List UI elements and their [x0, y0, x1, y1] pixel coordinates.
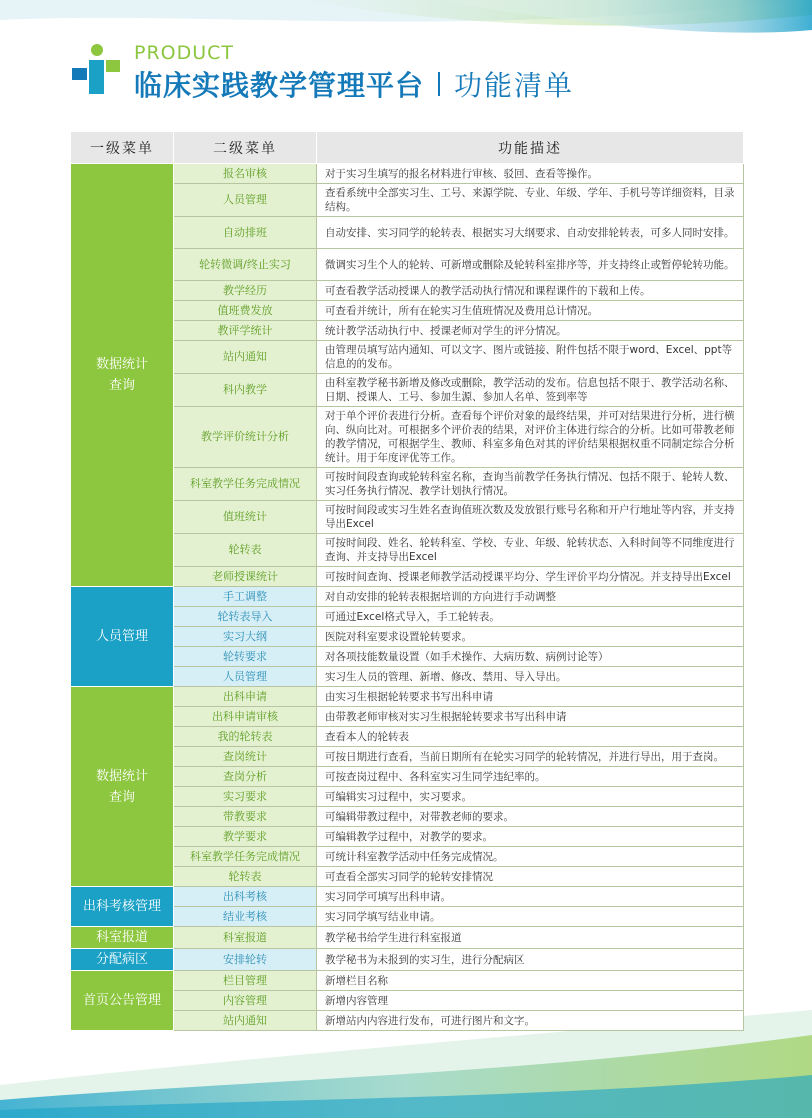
level2-menu-cell: 教学评价统计分析 — [174, 407, 317, 468]
function-desc-cell: 查看本人的轮转表 — [317, 727, 744, 747]
level2-menu-cell: 轮转表导入 — [174, 607, 317, 627]
level2-menu-cell: 人员管理 — [174, 667, 317, 687]
page-title: 临床实践教学管理平台 — [134, 69, 425, 102]
table-row — [71, 164, 744, 184]
function-desc-cell: 由实习生根据轮转要求书写出科申请 — [317, 687, 744, 707]
level2-menu-cell: 手工调整 — [174, 587, 317, 607]
level1-menu-cell: 首页公告管理 — [71, 971, 174, 1031]
function-desc-cell: 可查看教学活动授课人的教学活动执行情况和课程课件的下载和上传。 — [317, 281, 744, 301]
level2-menu-cell: 我的轮转表 — [174, 727, 317, 747]
table-row — [71, 887, 744, 907]
function-desc-cell: 可统计科室教学活动中任务完成情况。 — [317, 847, 744, 867]
level2-menu-cell: 科内教学 — [174, 374, 317, 407]
title-divider — [438, 72, 440, 96]
level2-menu-cell: 内容管理 — [174, 991, 317, 1011]
level2-menu-cell: 轮转要求 — [174, 647, 317, 667]
level2-menu-cell: 实习要求 — [174, 787, 317, 807]
level2-menu-cell: 带教要求 — [174, 807, 317, 827]
function-desc-cell: 实习生人员的管理、新增、修改、禁用、导入导出。 — [317, 667, 744, 687]
function-desc-cell: 可按时间段、姓名、轮转科室、学校、专业、年级、轮转状态、入科时间等不同维度进行查询、并支持导出Excel — [317, 534, 744, 567]
function-desc-cell: 教学秘书给学生进行科室报道 — [317, 927, 744, 949]
header-function-desc: 功能描述 — [317, 132, 744, 164]
function-desc-cell: 可按查岗过程中、各科室实习生同学违纪率的。 — [317, 767, 744, 787]
level2-menu-cell: 站内通知 — [174, 1011, 317, 1031]
function-desc-cell: 新增栏目名称 — [317, 971, 744, 991]
level2-menu-cell: 科室教学任务完成情况 — [174, 847, 317, 867]
table-body — [71, 164, 744, 1031]
level2-menu-cell: 报名审核 — [174, 164, 317, 184]
table-header-row — [71, 132, 744, 164]
page-header — [0, 0, 812, 125]
level2-menu-cell: 结业考核 — [174, 907, 317, 927]
function-desc-cell: 可通过Excel格式导入，手工轮转表。 — [317, 607, 744, 627]
title-row — [134, 64, 574, 104]
function-desc-cell: 可查看全部实习同学的轮转安排情况 — [317, 867, 744, 887]
function-desc-cell: 新增内容管理 — [317, 991, 744, 1011]
function-desc-cell: 可按日期进行查看，当前日期所有在轮实习同学的轮转情况，并进行导出，用于查岗。 — [317, 747, 744, 767]
function-desc-cell: 微调实习生个人的轮转、可新增或删除及轮转科室排序等，并支持终止或暂停轮转功能。 — [317, 249, 744, 281]
level2-menu-cell: 教学经历 — [174, 281, 317, 301]
level2-menu-cell: 科室报道 — [174, 927, 317, 949]
function-desc-cell: 可编辑带教过程中，对带教老师的要求。 — [317, 807, 744, 827]
level1-menu-cell: 科室报道 — [71, 927, 174, 949]
level2-menu-cell: 轮转微调/终止实习 — [174, 249, 317, 281]
level2-menu-cell: 查岗统计 — [174, 747, 317, 767]
function-desc-cell: 可编辑教学过程中，对教学的要求。 — [317, 827, 744, 847]
level2-menu-cell: 实习大纲 — [174, 627, 317, 647]
function-desc-cell: 查看系统中全部实习生、工号、来源学院、专业、年级、学年、手机号等详细资料，目录结构。 — [317, 184, 744, 217]
level2-menu-cell: 站内通知 — [174, 341, 317, 374]
function-desc-cell: 对自动安排的轮转表根据培训的方向进行手动调整 — [317, 587, 744, 607]
level2-menu-cell: 老师授课统计 — [174, 567, 317, 587]
level1-menu-cell: 人员管理 — [71, 587, 174, 687]
level2-menu-cell: 自动排班 — [174, 217, 317, 249]
function-desc-cell: 对于单个评价表进行分析。查看每个评价对象的最终结果，并可对结果进行分析，进行横向、纵向比对。可根据多个评价表的结果，对评价主体进行综合的分析。比如可带教老师的教学情况，可根据学生、教师、科室多角色对其的评价结果根据权重不同制定综合分析统计。用于年度评优等工作。 — [317, 407, 744, 468]
function-desc-cell: 由带教老师审核对实习生根据轮转要求书写出科申请 — [317, 707, 744, 727]
page-subtitle: 功能清单 — [454, 69, 575, 102]
function-desc-cell: 自动安排、实习同学的轮转表、根据实习大纲要求、自动安排轮转表，可多人同时安排。 — [317, 217, 744, 249]
function-desc-cell: 可查看并统计，所有在轮实习生值班情况及费用总计情况。 — [317, 301, 744, 321]
medical-cross-logo-icon — [72, 44, 120, 96]
level2-menu-cell: 安排轮转 — [174, 949, 317, 971]
function-desc-cell: 由科室教学秘书新增及修改或删除，教学活动的发布。信息包括不限于、教学活动名称、日期、授课人、工号、参加生源、参加人名单、签到率等 — [317, 374, 744, 407]
header-level2-menu: 二级菜单 — [174, 132, 317, 164]
function-list-table — [70, 131, 744, 1031]
function-desc-cell: 实习同学可填写出科申请。 — [317, 887, 744, 907]
function-desc-cell: 可按时间段或实习生姓名查询值班次数及发放银行账号名称和开户行地址等内容，并支持导出Excel — [317, 501, 744, 534]
level2-menu-cell: 出科申请审核 — [174, 707, 317, 727]
level2-menu-cell: 教学要求 — [174, 827, 317, 847]
level2-menu-cell: 轮转表 — [174, 534, 317, 567]
table-row — [71, 927, 744, 949]
table-row — [71, 687, 744, 707]
function-desc-cell: 对于实习生填写的报名材料进行审核、驳回、查看等操作。 — [317, 164, 744, 184]
function-desc-cell: 对各项技能数量设置（如手术操作、大病历数、病例讨论等） — [317, 647, 744, 667]
level2-menu-cell: 出科考核 — [174, 887, 317, 907]
function-desc-cell: 实习同学填写结业申请。 — [317, 907, 744, 927]
function-desc-cell: 医院对科室要求设置轮转要求。 — [317, 627, 744, 647]
level2-menu-cell: 人员管理 — [174, 184, 317, 217]
level2-menu-cell: 栏目管理 — [174, 971, 317, 991]
header-level1-menu: 一级菜单 — [71, 132, 174, 164]
function-desc-cell: 新增站内内容进行发布，可进行图片和文字。 — [317, 1011, 744, 1031]
level2-menu-cell: 值班统计 — [174, 501, 317, 534]
level2-menu-cell: 科室教学任务完成情况 — [174, 468, 317, 501]
function-desc-cell: 统计教学活动执行中、授课老师对学生的评分情况。 — [317, 321, 744, 341]
level2-menu-cell: 值班费发放 — [174, 301, 317, 321]
level2-menu-cell: 轮转表 — [174, 867, 317, 887]
function-desc-cell: 可按时间段查询或轮转科室名称，查询当前教学任务执行情况、包括不限于、轮转人数、实习任务执行情况、教学计划执行情况。 — [317, 468, 744, 501]
level1-menu-cell: 数据统计 查询 — [71, 687, 174, 887]
level1-menu-cell: 数据统计 查询 — [71, 164, 174, 587]
table-row — [71, 949, 744, 971]
table-row — [71, 971, 744, 991]
table-row — [71, 587, 744, 607]
product-label: PRODUCT — [134, 42, 235, 64]
function-desc-cell: 可按时间查询、授课老师教学活动授课平均分、学生评价平均分情况。并支持导出Excel — [317, 567, 744, 587]
level2-menu-cell: 查岗分析 — [174, 767, 317, 787]
level2-menu-cell: 教评学统计 — [174, 321, 317, 341]
level1-menu-cell: 分配病区 — [71, 949, 174, 971]
level1-menu-cell: 出科考核管理 — [71, 887, 174, 927]
function-desc-cell: 教学秘书为未报到的实习生，进行分配病区 — [317, 949, 744, 971]
function-desc-cell: 可编辑实习过程中，实习要求。 — [317, 787, 744, 807]
function-desc-cell: 由管理员填写站内通知、可以文字、图片或链接、附件包括不限于word、Excel、ppt等信息的的发布。 — [317, 341, 744, 374]
level2-menu-cell: 出科申请 — [174, 687, 317, 707]
